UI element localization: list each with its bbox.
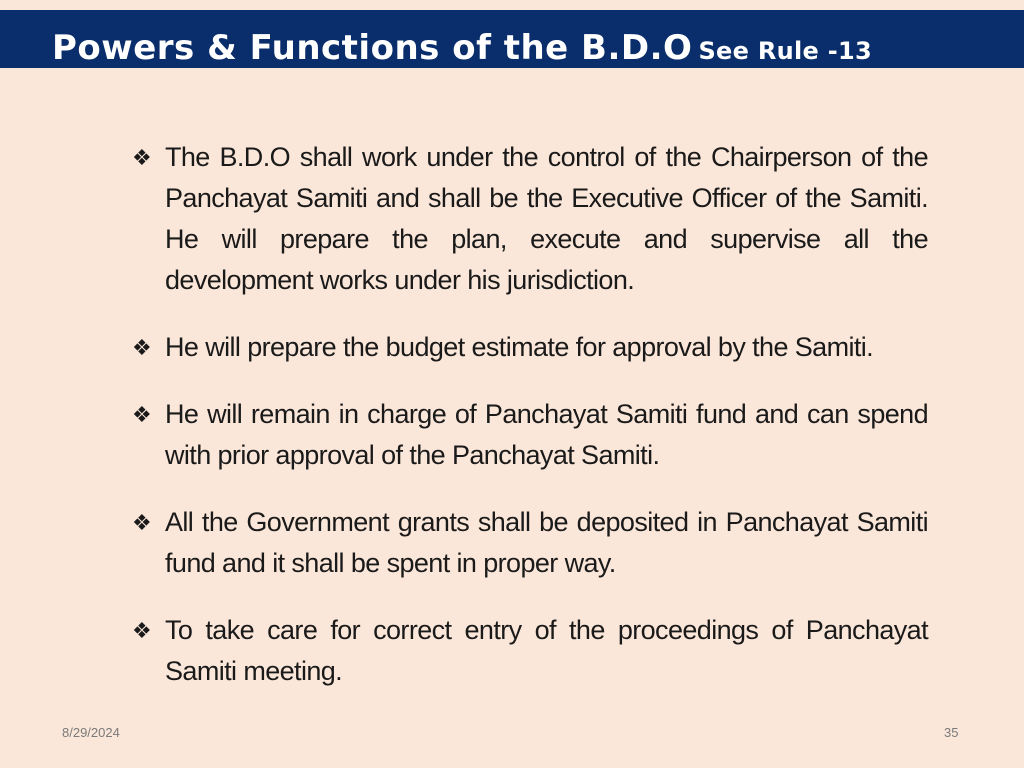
bullet-item — [132, 502, 928, 584]
bullet-item — [132, 327, 928, 368]
footer-date: 8/29/2024 — [62, 725, 120, 740]
bullet-text: The B.D.O shall work under the control of the Chairperson of the Panchayat Samiti and shall be the Executive Officer of the Samiti. He will prepare the plan, execute and supervise all the development works under his jurisdiction. — [165, 142, 928, 295]
four-diamond-bullet-icon: ❖ — [132, 618, 152, 643]
bullet-text: To take care for correct entry of the proceedings of Panchayat Samiti meeting. — [165, 615, 928, 686]
bullet-text: He will prepare the budget estimate for approval by the Samiti. — [165, 332, 874, 362]
four-diamond-bullet-icon: ❖ — [132, 335, 152, 360]
slide-title — [52, 26, 872, 73]
four-diamond-bullet-icon: ❖ — [132, 145, 152, 170]
four-diamond-bullet-icon: ❖ — [132, 402, 152, 427]
bullet-text: All the Government grants shall be deposited in Panchayat Samiti fund and it shall be spent in proper way. — [165, 507, 928, 578]
page-number: 35 — [944, 725, 959, 740]
four-diamond-bullet-icon: ❖ — [132, 510, 152, 535]
slide-title-main: Powers & Functions of the B.D.O — [52, 28, 693, 68]
bullet-text: He will remain in charge of Panchayat Samiti fund and can spend with prior approval of the Panchayat Samiti. — [165, 399, 928, 470]
bullet-item — [132, 610, 928, 692]
slide-title-sub: See Rule -13 — [698, 37, 873, 65]
bullet-item — [132, 137, 928, 301]
title-bar — [0, 10, 1024, 68]
bullet-item — [132, 394, 928, 476]
bullet-list — [132, 137, 928, 718]
